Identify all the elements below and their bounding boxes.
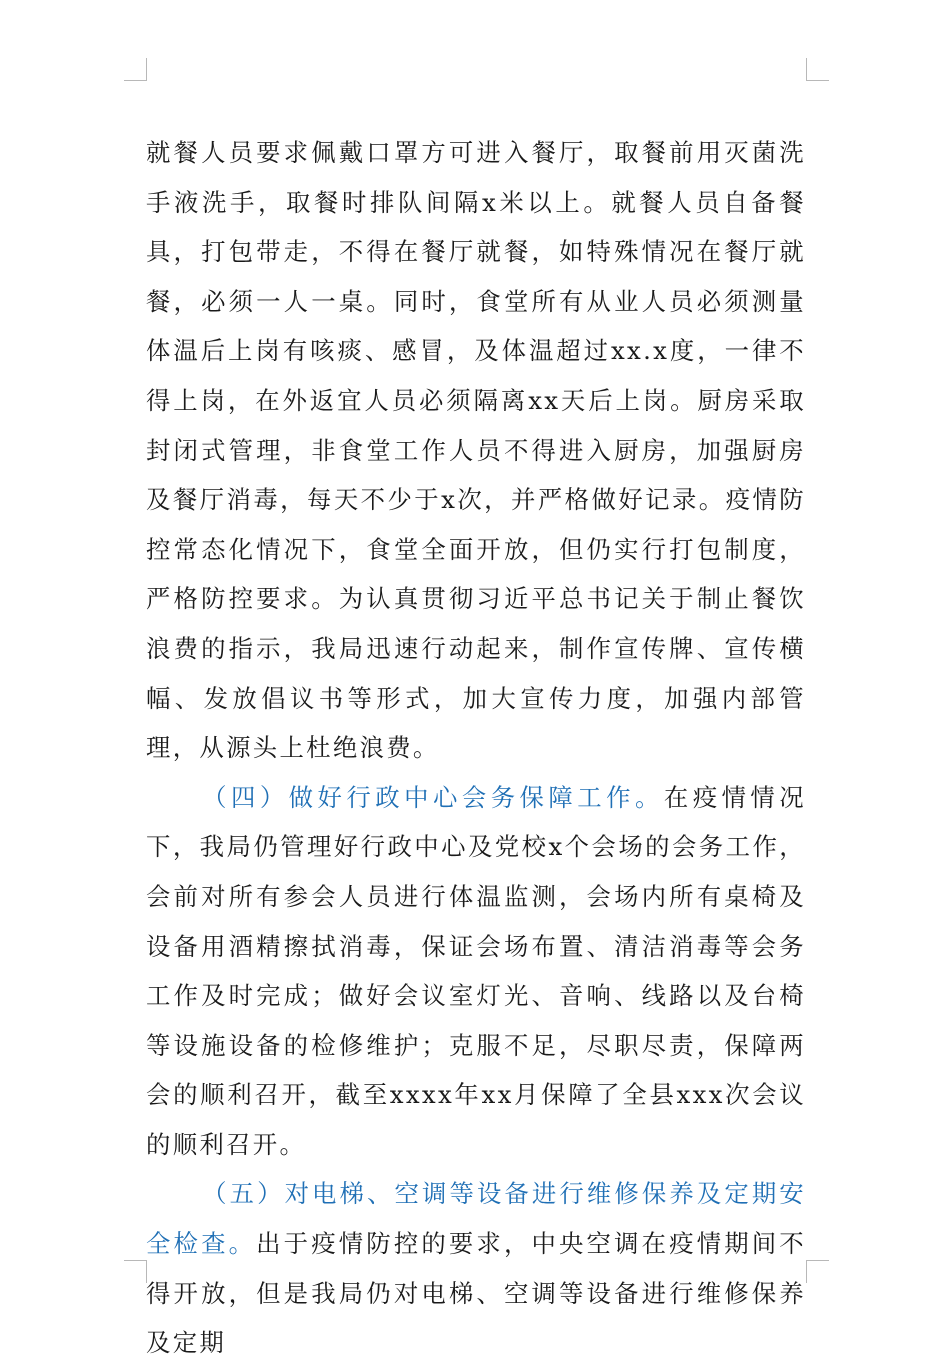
paragraph-equipment-maintenance: [146, 1169, 806, 1367]
crop-mark-bottom-left: [124, 1260, 147, 1283]
crop-mark-bottom-right: [806, 1260, 829, 1283]
section-heading-4: （四）做好行政中心会务保障工作。: [202, 782, 664, 812]
paragraph-text: 就餐人员要求佩戴口罩方可进入餐厅，取餐前用灭菌洗手液洗手，取餐时排队间隔x米以上。就餐人员自备餐具，打包带走，不得在餐厅就餐，如特殊情况在餐厅就餐，必须一人一桌。同时，食堂所有从业人员必须测量体温后上岗有咳痰、感冒，及体温超过xx.x度，一律不得上岗，在外返宜人员必须隔离xx天后上岗。厨房采取封闭式管理，非食堂工作人员不得进入厨房，加强厨房及餐厅消毒，每天不少于x次，并严格做好记录。疫情防控常态化情况下，食堂全面开放，但仍实行打包制度，严格防控要求。为认真贯彻习近平总书记关于制止餐饮浪费的指示，我局迅速行动起来，制作宣传牌、宣传横幅、发放倡议书等形式，加大宣传力度，加强内部管理，从源头上杜绝浪费。: [146, 138, 806, 763]
crop-mark-top-right: [806, 58, 829, 81]
crop-mark-top-left: [124, 58, 147, 81]
paragraph-text: 出于疫情防控的要求，中央空调在疫情期间不得开放，但是我局仍对电梯、空调等设备进行维修保养及定期: [146, 1229, 806, 1358]
document-body: [146, 128, 806, 1368]
paragraph-meeting-support: [146, 773, 806, 1170]
paragraph-canteen: [146, 128, 806, 773]
paragraph-text: 在疫情情况下，我局仍管理好行政中心及党校x个会场的会务工作，会前对所有参会人员进行体温监测，会场内所有桌椅及设备用酒精擦拭消毒，保证会场布置、清洁消毒等会务工作及时完成；做好会议室灯光、音响、线路以及台椅等设施设备的检修维护；克服不足，尽职尽责，保障两会的顺利召开，截至xxxx年xx月保障了全县xxx次会议的顺利召开。: [146, 782, 806, 1159]
section-heading-5: （五）对电梯、空调等设备进行维修保养及定期安全检查。: [146, 1179, 806, 1259]
